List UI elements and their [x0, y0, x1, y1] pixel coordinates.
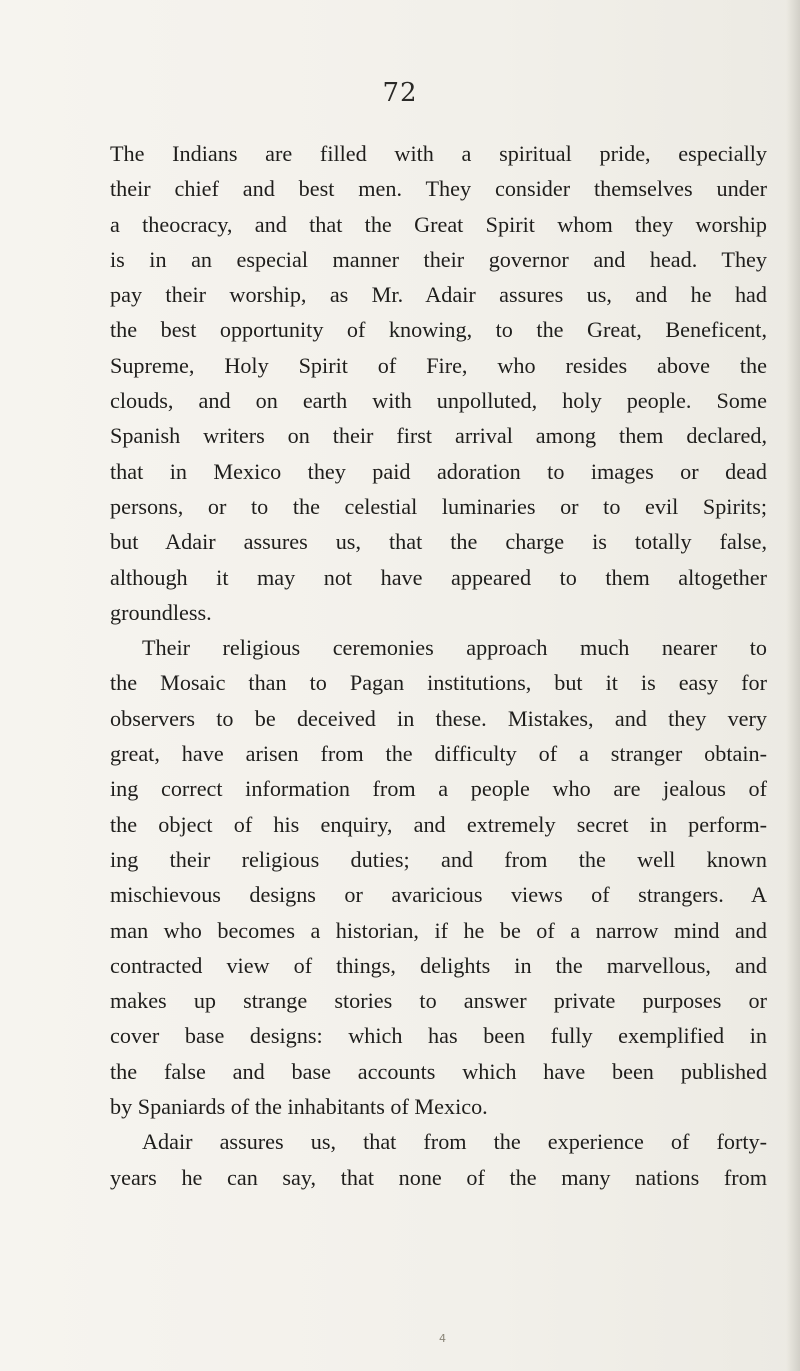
text-line: a theocracy, and that the Great Spirit whom they worship — [110, 211, 767, 237]
text-line: the object of his enquiry, and extremely secret in perform- — [110, 811, 767, 837]
footer-mark: 4 — [439, 1332, 446, 1345]
text-line: observers to be deceived in these. Mistakes, and they very — [110, 705, 767, 731]
text-line: although it may not have appeared to them altogether — [110, 564, 767, 590]
text-line: is in an especial manner their governor and head. They — [110, 246, 767, 272]
text-line: ing their religious duties; and from the well known — [110, 846, 767, 872]
page-number: 72 — [382, 78, 418, 108]
text-line: makes up strange stories to answer private purposes or — [110, 988, 767, 1014]
text-line: groundless. — [110, 599, 212, 625]
text-line: The Indians are filled with a spiritual pride, especially — [110, 141, 767, 166]
text-line: that in Mexico they paid adoration to images or dead — [110, 458, 767, 484]
text-line: man who becomes a historian, if he be of a narrow mind and — [110, 917, 767, 943]
text-line: Adair assures us, that from the experience of forty- — [142, 1129, 767, 1155]
body-text — [110, 136, 767, 1195]
text-line: mischievous designs or avaricious views of strangers. A — [110, 882, 767, 908]
text-line: clouds, and on earth with unpolluted, holy people. Some — [110, 388, 767, 414]
text-line: great, have arisen from the difficulty of a stranger obtain- — [110, 741, 767, 767]
text-line: by Spaniards of the inhabitants of Mexico. — [110, 1094, 488, 1120]
text-line: pay their worship, as Mr. Adair assures us, and he had — [110, 282, 767, 308]
text-line: the Mosaic than to Pagan institutions, but it is easy for — [110, 670, 767, 696]
text-line: persons, or to the celestial luminaries or to evil Spirits; — [110, 493, 767, 519]
text-line: their chief and best men. They consider themselves under — [110, 176, 767, 202]
text-line: Their religious ceremonies approach much nearer to — [142, 635, 767, 661]
text-line: but Adair assures us, that the charge is totally false, — [110, 529, 767, 555]
text-line: years he can say, that none of the many nations from — [110, 1164, 767, 1190]
text-line: ing correct information from a people who are jealous of — [110, 776, 767, 802]
text-line: cover base designs: which has been fully exemplified in — [110, 1023, 767, 1049]
text-line: the best opportunity of knowing, to the Great, Beneficent, — [110, 317, 767, 343]
text-line: Supreme, Holy Spirit of Fire, who resides above the — [110, 352, 767, 378]
text-line: the false and base accounts which have been published — [110, 1058, 767, 1084]
text-line: Spanish writers on their first arrival among them declared, — [110, 423, 767, 449]
text-line: contracted view of things, delights in the marvellous, and — [110, 952, 767, 978]
